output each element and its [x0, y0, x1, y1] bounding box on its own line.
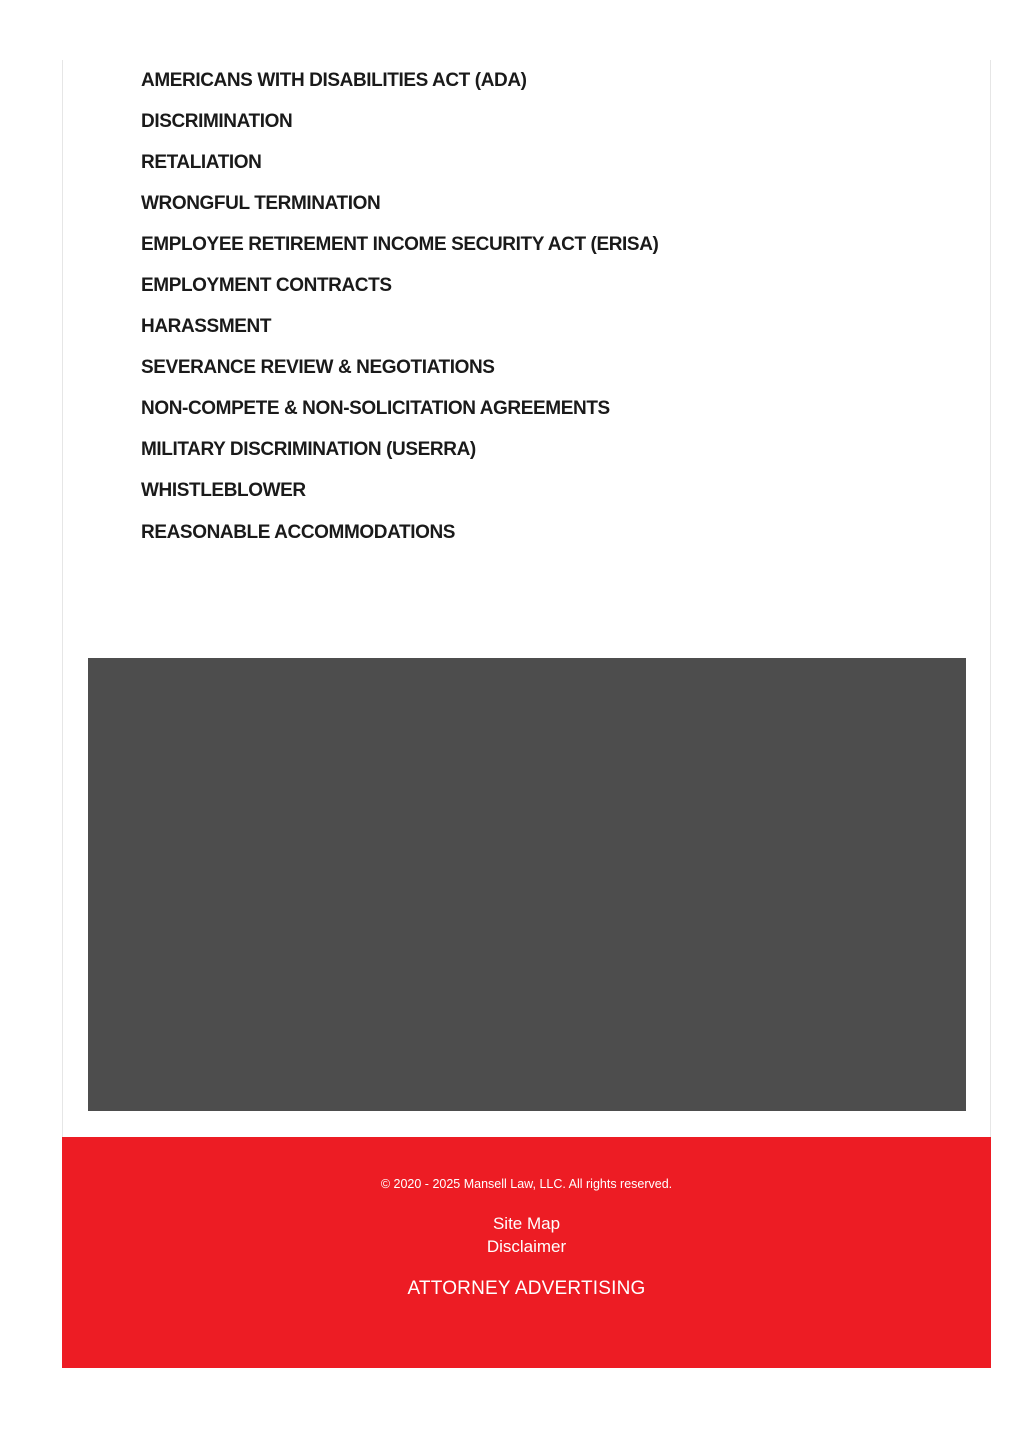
list-item — [141, 307, 658, 348]
list-item — [141, 471, 658, 512]
list-item — [141, 60, 658, 101]
practice-area-link[interactable]: EMPLOYMENT CONTRACTS — [141, 275, 392, 297]
copyright-text: © 2020 - 2025 Mansell Law, LLC. All rights reserved. — [380, 1177, 673, 1191]
practice-area-link[interactable]: HARASSMENT — [141, 316, 272, 338]
footer-nav — [62, 1212, 991, 1258]
site-footer — [62, 1137, 991, 1368]
list-item — [141, 512, 658, 553]
list-item — [141, 142, 658, 183]
practice-area-link[interactable]: WRONGFUL TERMINATION — [141, 192, 381, 214]
practice-area-link[interactable]: SEVERANCE REVIEW & NEGOTIATIONS — [141, 357, 495, 379]
practice-area-link[interactable]: RETALIATION — [141, 151, 262, 173]
video-placeholder[interactable] — [88, 658, 966, 1111]
disclaimer-link[interactable]: Disclaimer — [486, 1237, 567, 1256]
list-item — [141, 430, 658, 471]
list-item — [141, 101, 658, 142]
list-item — [141, 389, 658, 430]
practice-area-link[interactable]: REASONABLE ACCOMMODATIONS — [141, 521, 456, 543]
list-item — [141, 183, 658, 224]
practice-area-link[interactable]: WHISTLEBLOWER — [141, 480, 306, 502]
practice-area-link[interactable]: NON-COMPETE & NON-SOLICITATION AGREEMENTS — [141, 398, 610, 420]
practice-areas-list — [141, 60, 658, 553]
practice-area-link[interactable]: MILITARY DISCRIMINATION (USERRA) — [141, 439, 476, 461]
attorney-advertising-notice: ATTORNEY ADVERTISING — [407, 1278, 646, 1299]
practice-area-link[interactable]: AMERICANS WITH DISABILITIES ACT (ADA) — [141, 69, 527, 91]
list-item — [141, 265, 658, 306]
list-item — [141, 224, 658, 265]
practice-area-link[interactable]: EMPLOYEE RETIREMENT INCOME SECURITY ACT (ERISA) — [141, 233, 659, 255]
list-item — [141, 348, 658, 389]
site-map-link[interactable]: Site Map — [492, 1214, 561, 1233]
practice-area-link[interactable]: DISCRIMINATION — [141, 110, 293, 132]
